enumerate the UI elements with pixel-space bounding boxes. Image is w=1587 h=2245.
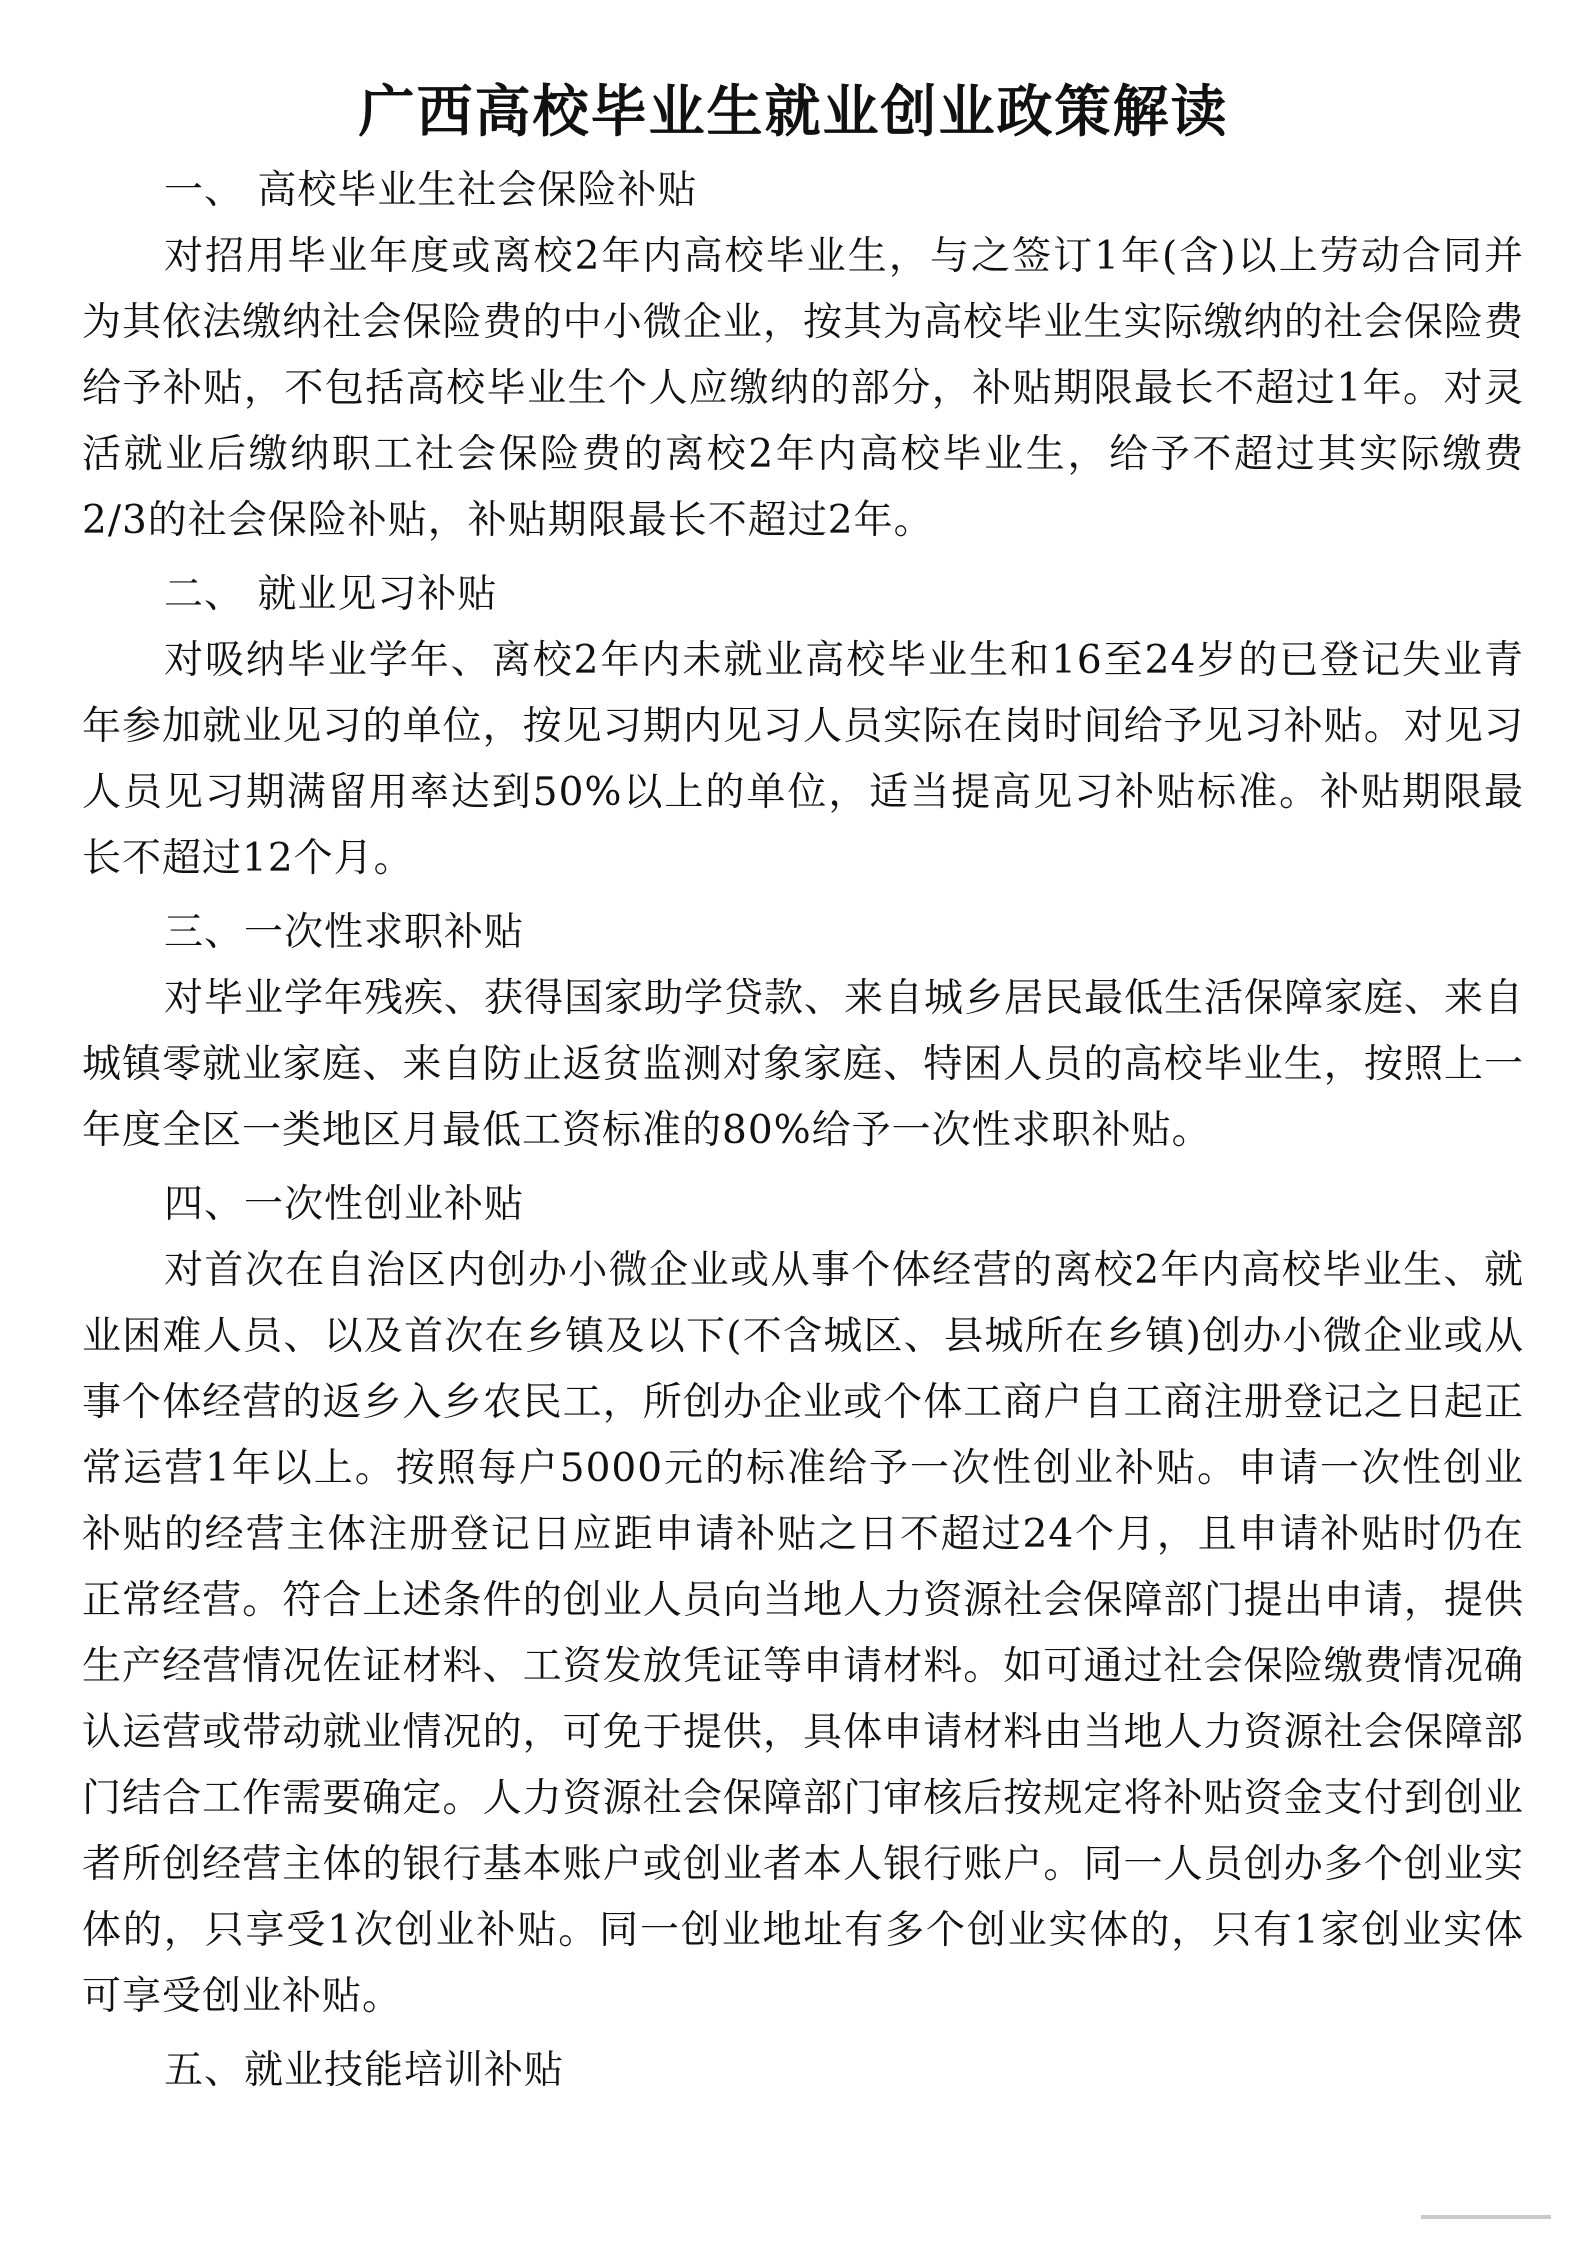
section-job-seeking-subsidy xyxy=(82,900,1524,1164)
section-heading: 三、一次性求职补贴 xyxy=(164,910,525,955)
section-heading: 四、一次性创业补贴 xyxy=(164,1182,525,1227)
section-internship-subsidy xyxy=(82,562,1524,892)
corner-watermark xyxy=(1421,2215,1551,2219)
section-paragraph: 对吸纳毕业学年、离校2年内未就业高校毕业生和16至24岁的已登记失业青年参加就业见习的单位，按见习期内见习人员实际在岗时间给予见习补贴。对见习人员见习期满留用率达到50%以上的单位，适当提高见习补贴标准。补贴期限最长不超过12个月。 xyxy=(82,638,1524,881)
document-body xyxy=(82,158,1524,2104)
section-social-insurance-subsidy xyxy=(82,158,1524,554)
section-paragraph: 对招用毕业年度或离校2年内高校毕业生，与之签订1年(含)以上劳动合同并为其依法缴纳社会保险费的中小微企业，按其为高校毕业生实际缴纳的社会保险费给予补贴，不包括高校毕业生个人应缴纳的部分，补贴期限最长不超过1年。对灵活就业后缴纳职工社会保险费的离校2年内高校毕业生，给予不超过其实际缴费2/3的社会保险补贴，补贴期限最长不超过2年。 xyxy=(82,234,1524,543)
section-heading: 一、 高校毕业生社会保险补贴 xyxy=(164,168,698,213)
section-heading: 五、就业技能培训补贴 xyxy=(164,2048,565,2093)
section-skills-training-subsidy xyxy=(82,2038,1524,2104)
document-title: 广西高校毕业生就业创业政策解读 xyxy=(358,79,1229,145)
section-paragraph: 对首次在自治区内创办小微企业或从事个体经营的离校2年内高校毕业生、就业困难人员、以及首次在乡镇及以下(不含城区、县城所在乡镇)创办小微企业或从事个体经营的返乡入乡农民工，所创办企业或个体工商户自工商注册登记之日起正常运营1年以上。按照每户5000元的标准给予一次性创业补贴。申请一次性创业补贴的经营主体注册登记日应距申请补贴之日不超过24个月，且申请补贴时仍在正常经营。符合上述条件的创业人员向当地人力资源社会保障部门提出申请，提供生产经营情况佐证材料、工资发放凭证等申请材料。如可通过社会保险缴费情况确认运营或带动就业情况的，可免于提供，具体申请材料由当地人力资源社会保障部门结合工作需要确定。人力资源社会保障部门审核后按规定将补贴资金支付到创业者所创经营主体的银行基本账户或创业者本人银行账户。同一人员创办多个创业实体的，只享受1次创业补贴。同一创业地址有多个创业实体的，只有1家创业实体可享受创业补贴。 xyxy=(82,1248,1524,2019)
section-entrepreneurship-subsidy xyxy=(82,1172,1524,2030)
section-paragraph: 对毕业学年残疾、获得国家助学贷款、来自城乡居民最低生活保障家庭、来自城镇零就业家庭、来自防止返贫监测对象家庭、特困人员的高校毕业生，按照上一年度全区一类地区月最低工资标准的80%给予一次性求职补贴。 xyxy=(82,976,1525,1153)
section-heading: 二、 就业见习补贴 xyxy=(164,572,498,617)
